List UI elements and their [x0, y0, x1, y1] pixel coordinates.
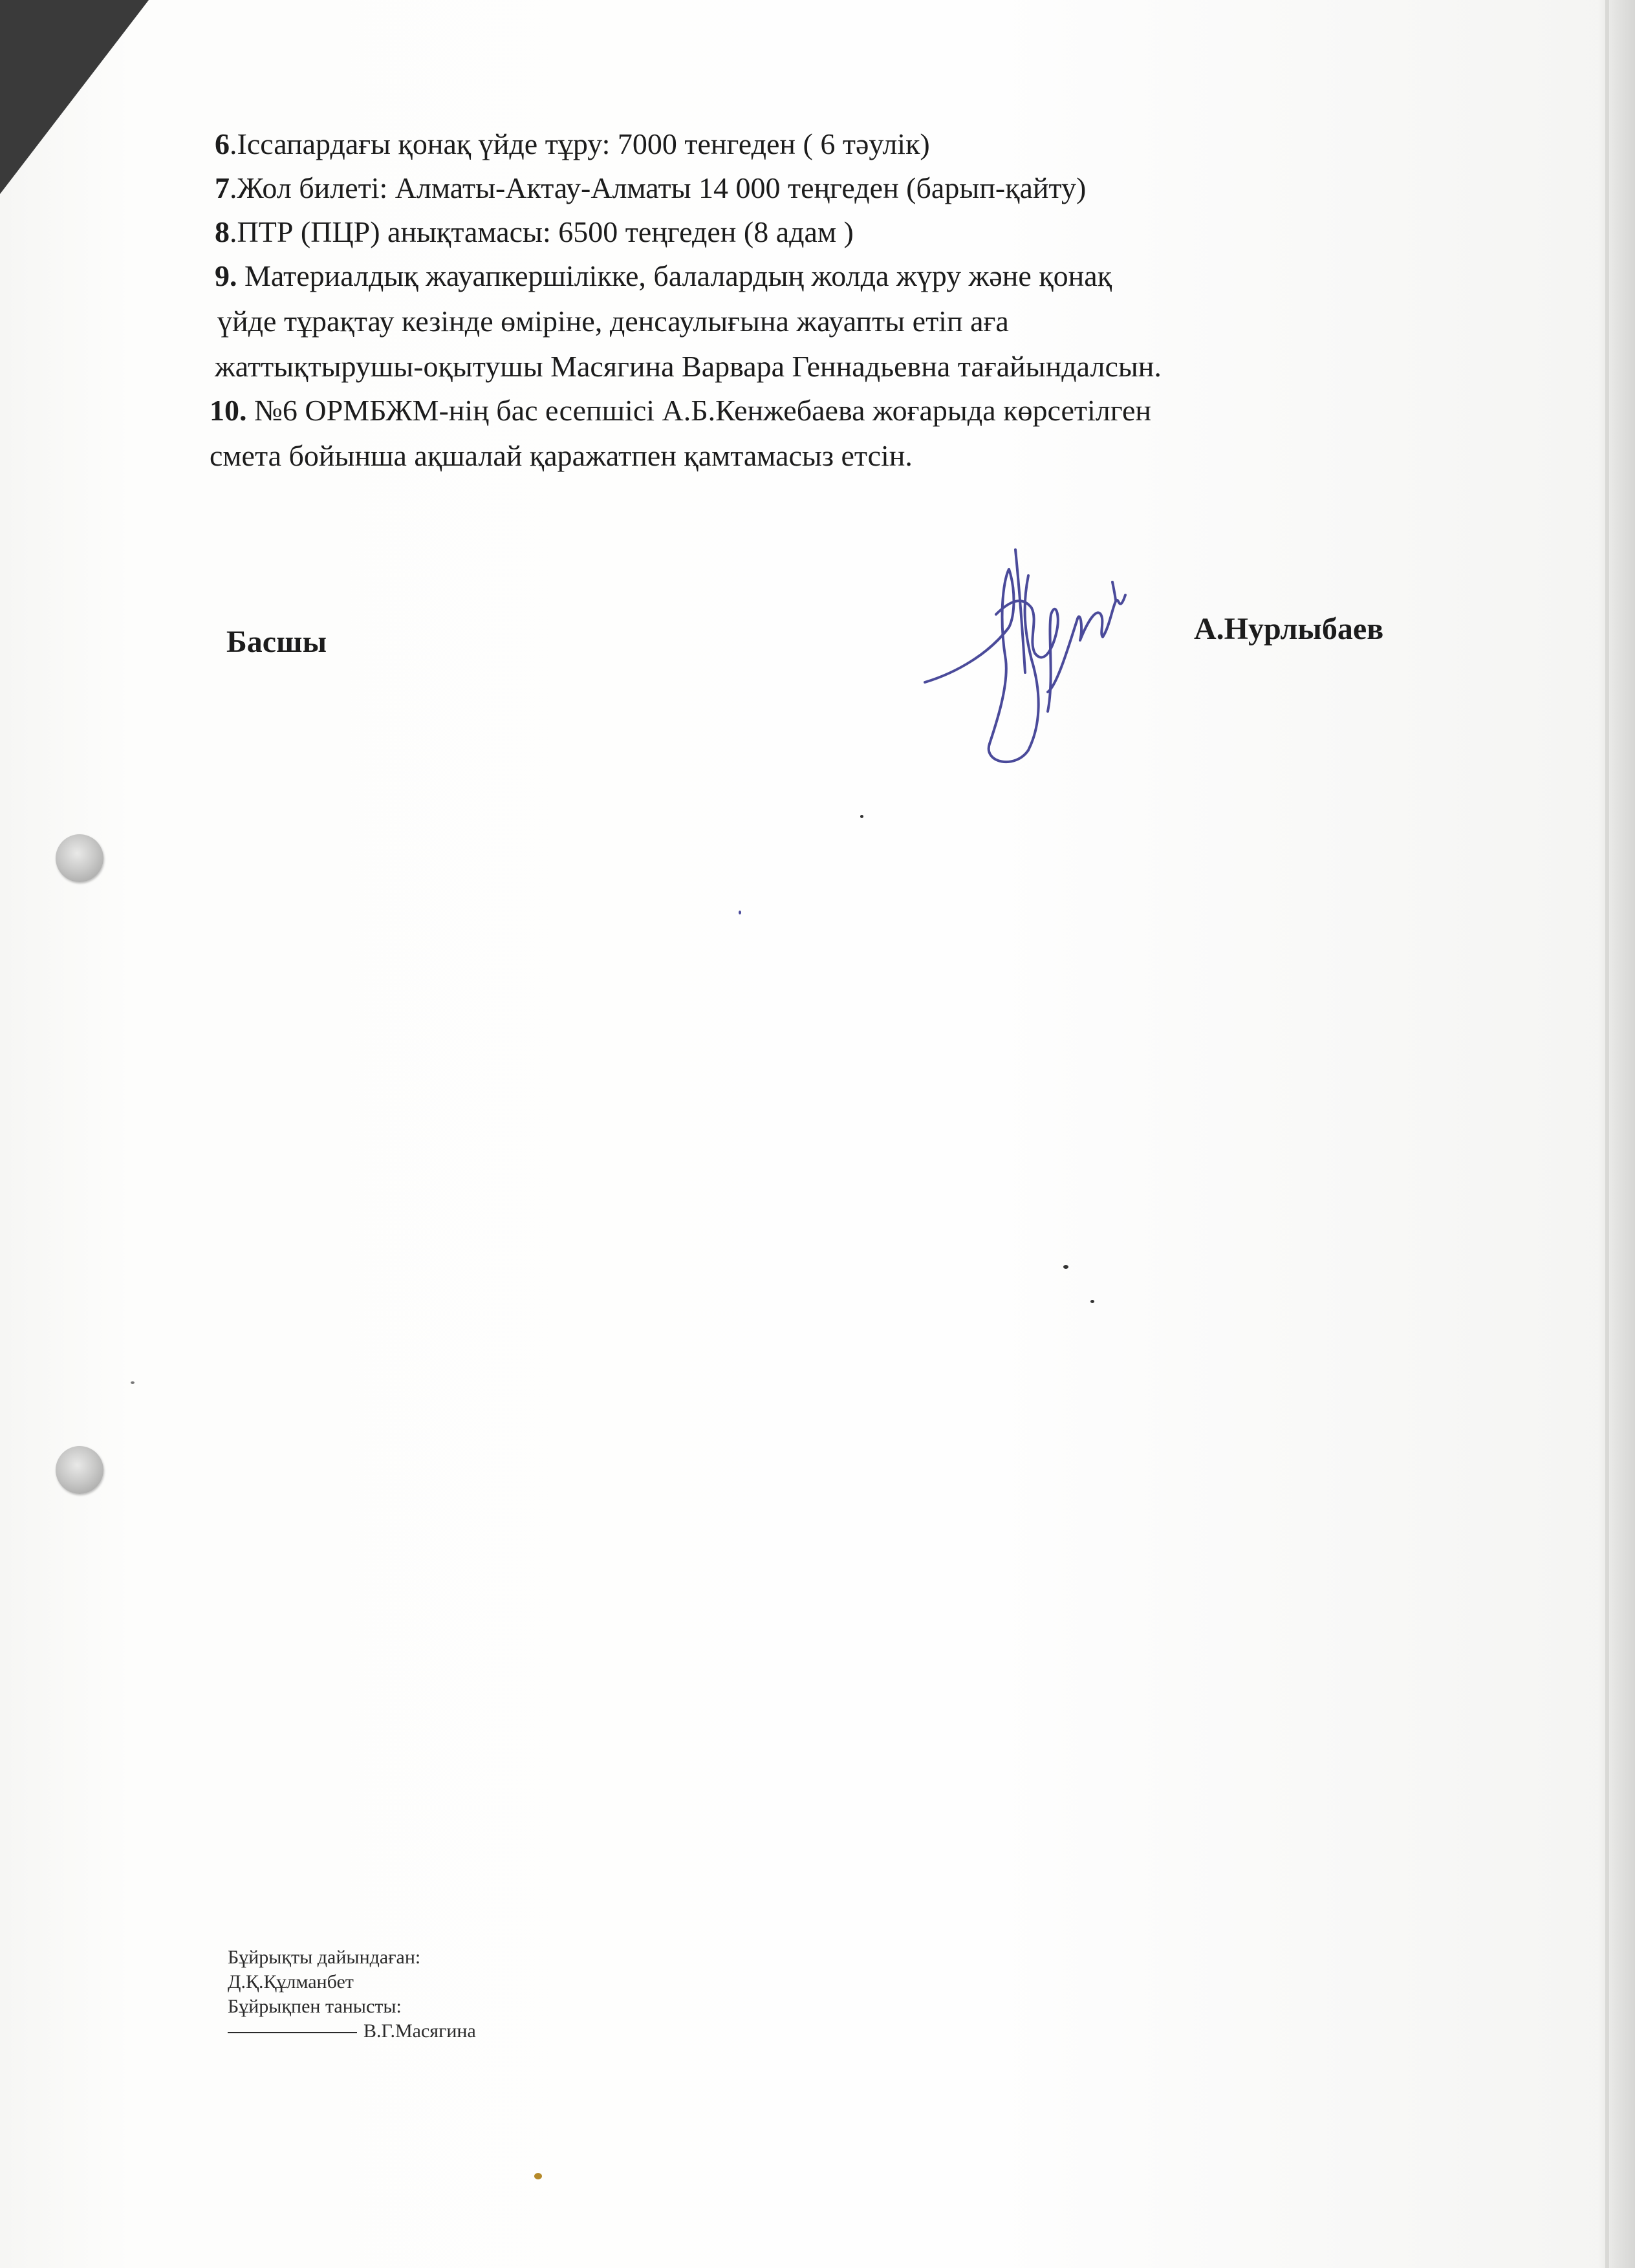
item-number: 9. [215, 259, 237, 292]
page-edge-line [1605, 0, 1609, 2268]
item-line: үйде тұрақтау кезінде өміріне, денсаулығына жауапты етіп аға [217, 305, 1009, 338]
order-item-6 [215, 126, 1450, 162]
acquainted-line [228, 2019, 476, 2044]
order-item-7 [215, 170, 1450, 206]
item-text: .Іссапардағы қонақ үйде тұру: 7000 тенгеден ( 6 тәулік) [230, 127, 930, 160]
signature-blank-line [228, 2032, 357, 2033]
scan-dark-corner [0, 0, 149, 194]
prepared-by-label: Бұйрықты дайындаған: [228, 1947, 421, 1968]
dust-speck [534, 2173, 542, 2179]
item-text: Материалдық жауапкершілікке, балалардың жолда жүру және қонақ [237, 259, 1112, 292]
item-text: .Жол билеті: Алматы-Актау-Алматы 14 000 теңгеден (барып-қайту) [230, 171, 1087, 204]
order-body [210, 126, 1450, 482]
item-line: жаттықтырушы-оқытушы Масягина Варвара Геннадьевна тағайындалсын. [215, 350, 1162, 383]
dust-speck [739, 911, 741, 914]
punch-hole-top [56, 834, 103, 882]
order-item-9 [215, 258, 1450, 385]
item-number: 6 [215, 127, 230, 160]
item-line [215, 258, 1450, 294]
item-text: .ПТР (ПЦР) анықтамасы: 6500 теңгеден (8 адам ) [230, 215, 854, 248]
dust-speck [131, 1381, 135, 1384]
item-number: 8 [215, 215, 230, 248]
item-number: 10. [210, 394, 247, 427]
signatory-name: А.Нурлыбаев [1194, 612, 1384, 646]
item-number: 7 [215, 171, 230, 204]
dust-speck [1063, 1265, 1068, 1269]
document-footer [228, 1945, 476, 2044]
item-text: №6 ОРМБЖМ-нің бас есепшісі А.Б.Кенжебаева жоғарыда көрсетілген [246, 394, 1152, 427]
punch-hole-bottom [56, 1446, 103, 1494]
prepared-by-name: Д.Қ.Құлманбет [228, 1971, 354, 1993]
handwritten-signature [918, 530, 1132, 770]
dust-speck [1090, 1300, 1094, 1303]
order-item-10 [210, 393, 1450, 474]
order-item-8 [215, 214, 1450, 250]
item-line: смета бойынша ақшалай қаражатпен қамтамасыз етсін. [210, 439, 913, 472]
acquainted-name: В.Г.Масягина [363, 2020, 476, 2042]
dust-speck [860, 815, 863, 818]
item-line [210, 393, 1450, 429]
acquainted-label: Бұйрықпен танысты: [228, 1996, 402, 2017]
signatory-role: Басшы [226, 625, 327, 659]
